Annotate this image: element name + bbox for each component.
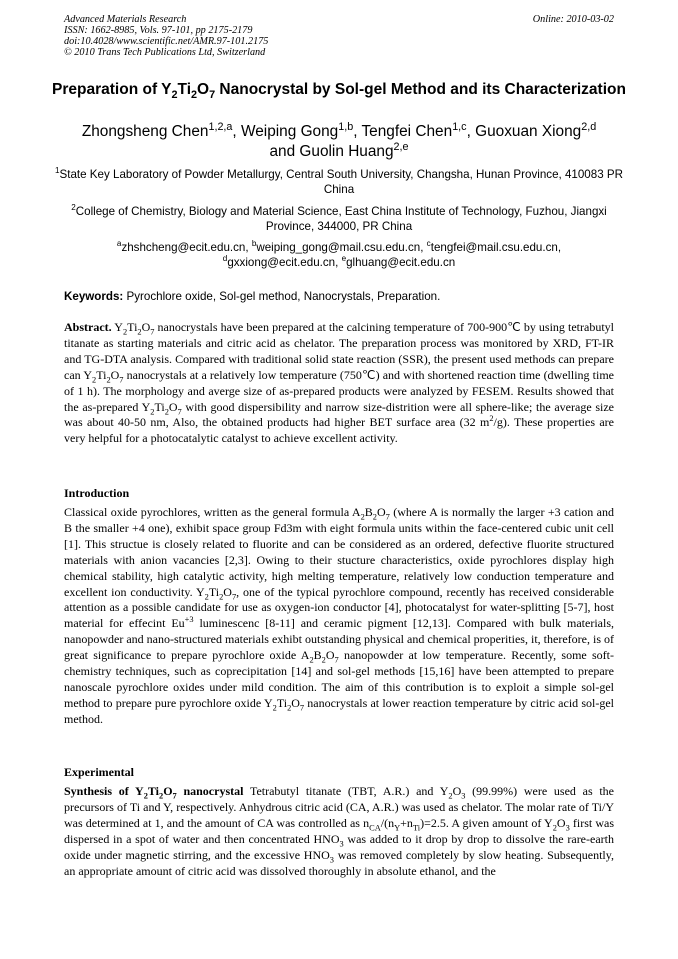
introduction-paragraph: Classical oxide pyrochlores, written as the general formula $A_2B_2O_7$ (where A is normally the larger +3 cation and B the smaller +4 one), exhibit space group Fd3m with eight formula units within the face-centered cubic unit cell [1]. This structue is closely related to fluorite and can be considered as an ordered, defective fluorite structured materials with anion vacancies [2,3]. Owing to their stucture characteristics, oxide pyrochlores display high chemical stability, high catalytic activity, high melting temperature, relatively low conduction temperature and excellent ion conductivity. $Y_2Ti_2O_7$, one of the typical pyrochlore compound, recently has received considerable attention as a possible candidate for use as oxygen-ion conductor [4], photocatalyst for water-splitting [5-7], host material for effecint $Eu^{+3}$ luminescenc [8-11] and ceramic pigment [12,13]. Compared with bulk materials, nanopowder and nano-structured materials exhibt outstanding physical and chemical properities, it, therefore, is of great significance to prepare pyrochlore oxide $A_2B_2O_7$ nanopowder at low temperature. Recently, some soft-chemistry techniques, such as coprecipitation [14] and sol-gel methods [15,16] have been attempted to prepare nanoscale pyrochlore oxides under mild condition. The aim of this contribution is to exploit a simple sol-gel method to prepare pure pyrochlore oxide $Y_2Ti_2O_7$ nanocrystals at lower reaction temperature by citric acid sol-gel method. (64, 505, 615, 726)
affiliation-2: $^2$College of Chemistry, Biology and Material Science, East China Institute of Technology, Fuzhou, Jiangxi Province, 344000, PR China (71, 203, 607, 233)
experimental-heading: Experimental (64, 765, 134, 779)
synthesis-subheading: Synthesis of $Y_2Ti_2O_7$ nanocrystal (64, 784, 244, 801)
copyright-line: © 2010 Trans Tech Publications Ltd, Switzerland (64, 47, 266, 58)
author-list: Zhongsheng Chen$^{1,2,a}$, Weiping Gong$^{1,b}$, Tengfei Chen$^{1,c}$, Guoxuan Xiong$^{2,d}$ and Guolin Huang$^{2,e}$ (81, 120, 597, 160)
issn-line: ISSN: 1662-8985, Vols. 97-101, pp 2175-2179 (64, 25, 253, 36)
affiliation-1: $^1$State Key Laboratory of Powder Metallurgy, Central South University, Changsha, Hunan Province, 410083 PR China (55, 166, 623, 196)
journal-header (64, 14, 268, 58)
paper-title: Preparation of $Y_2Ti_2O_7$ Nanocrystal by Sol-gel Method and its Characterization (52, 81, 626, 102)
author-emails: $^a$zhshcheng@ecit.edu.cn, $^b$weiping_gong@mail.csu.edu.cn, $^c$tengfei@mail.csu.edu.cn, $^d$gxxiong@ecit.edu.cn, $^e$glhuang@ecit.edu.cn (116, 239, 562, 269)
doi-line: doi:10.4028/www.scientific.net/AMR.97-101.2175 (64, 36, 269, 47)
online-date: Online: 2010-03-02 (532, 14, 614, 25)
introduction-heading: Introduction (64, 486, 130, 500)
abstract-paragraph: Abstract. $Y_2Ti_2O_7$ nanocrystals have been prepared at the calcining temperature of 700-900℃ by using tetrabutyl titanate as starting materials and citric acid as chelator. The preparation process was monitored by XRD, FT-IR and TG-DTA analysis. Compared with traditional solid state reaction (SSR), the present used methods can prepare can $Y_2Ti_2O_7$ nanocrystals at a relatively low temperature (750℃) and with shortened reaction time (dwelling time of 1 h). The morphology and averge size of as-prepared products were analyzed by FESEM. Results showed that the as-prepared $Y_2Ti_2O_7$ with good dispersibility and narrow size-distrition were all sphere-like; the average size was about 40-50 nm, Also, the obtained products had higher BET surface area (32 $m^2/g$). These properties are very helpful for a photocatalytic catalyst to achieve excellent activity. (64, 320, 615, 446)
keywords: Keywords: Pyrochlore oxide, Sol-gel method, Nanocrystals, Preparation. (64, 290, 441, 303)
journal-name: Advanced Materials Research (64, 14, 187, 25)
experimental-paragraph: Synthesis of $Y_2Ti_2O_7$ nanocrystal Tetrabutyl titanate (TBT, A.R.) and $Y_2O_3$ (99.99%) were used as the precursors of Ti and Y, respectively. Anhydrous citric acid (CA, A.R.) was used as chelator. The molar rate of Ti/Y was determined at 1, and the amount of CA was controlled as $n_{CA}/(n_Y+n_{Ti})=2.5$. A given amount of $Y_2O_3$ first was dispersed in a spot of water and then concentrated $HNO_3$ was added to it drop by drop to dissolve the rare-earth oxide under magnetic stirring, and the excessive $HNO_3$ was removed completely by slow heating. Subsequently, an appropriate amount of citric acid was dissolved thoroughly in absolute ethanol, and the (64, 784, 615, 878)
